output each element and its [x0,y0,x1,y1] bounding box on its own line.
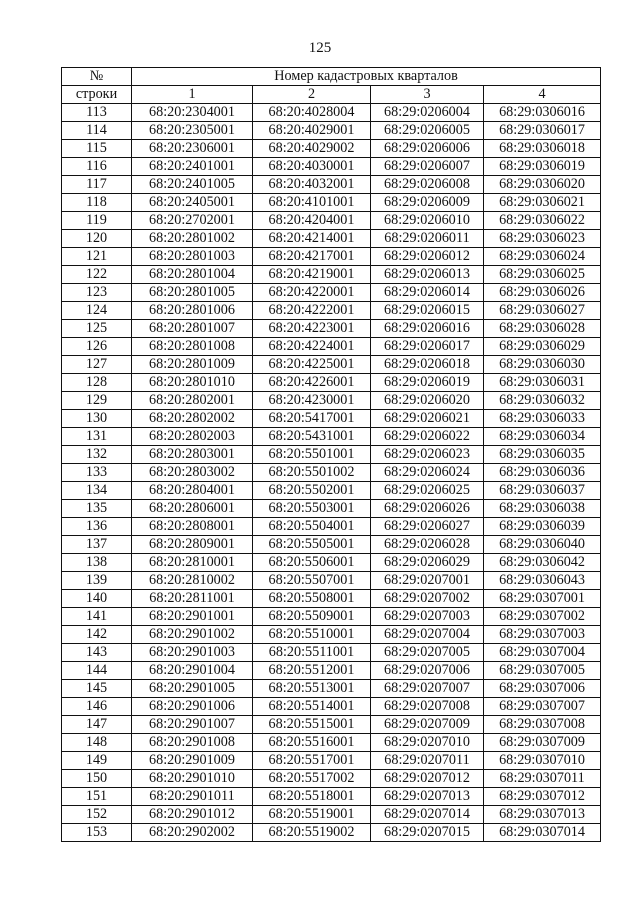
quarter-cell-col2: 68:20:5513001 [253,680,371,698]
quarter-cell-col4: 68:29:0307008 [484,716,601,734]
table-row [62,608,601,626]
quarter-cell-col4: 68:29:0307011 [484,770,601,788]
quarter-cell-col2: 68:20:4223001 [253,320,371,338]
row-number-cell: 129 [62,392,132,410]
row-number-cell: 131 [62,428,132,446]
table-row [62,392,601,410]
row-number-cell: 126 [62,338,132,356]
quarter-cell-col4: 68:29:0306021 [484,194,601,212]
quarter-cell-col3: 68:29:0206006 [371,140,484,158]
row-number-cell: 130 [62,410,132,428]
quarter-cell-col2: 68:20:5431001 [253,428,371,446]
quarter-cell-col1: 68:20:2901008 [132,734,253,752]
quarter-cell-col4: 68:29:0307013 [484,806,601,824]
quarter-cell-col4: 68:29:0307001 [484,590,601,608]
row-number-cell: 123 [62,284,132,302]
table-row [62,122,601,140]
quarter-cell-col3: 68:29:0206017 [371,338,484,356]
quarter-cell-col2: 68:20:4217001 [253,248,371,266]
quarter-cell-col1: 68:20:2801010 [132,374,253,392]
quarter-cell-col2: 68:20:5506001 [253,554,371,572]
quarter-cell-col2: 68:20:5417001 [253,410,371,428]
quarter-cell-col3: 68:29:0206014 [371,284,484,302]
table-row [62,806,601,824]
quarter-cell-col2: 68:20:5502001 [253,482,371,500]
quarter-cell-col1: 68:20:2802002 [132,410,253,428]
table-row [62,338,601,356]
quarter-cell-col2: 68:20:5504001 [253,518,371,536]
quarter-cell-col3: 68:29:0206016 [371,320,484,338]
table-row [62,698,601,716]
quarter-cell-col4: 68:29:0306035 [484,446,601,464]
table-row [62,230,601,248]
row-number-cell: 119 [62,212,132,230]
quarter-cell-col4: 68:29:0307004 [484,644,601,662]
table-row [62,644,601,662]
quarter-cell-col1: 68:20:2901002 [132,626,253,644]
quarter-cell-col1: 68:20:2901003 [132,644,253,662]
table-body [62,104,601,842]
quarter-cell-col4: 68:29:0306037 [484,482,601,500]
table-row [62,482,601,500]
quarter-cell-col4: 68:29:0307010 [484,752,601,770]
table-header [62,68,601,104]
quarter-cell-col4: 68:29:0306033 [484,410,601,428]
quarter-cell-col3: 68:29:0207013 [371,788,484,806]
table-row [62,158,601,176]
quarter-cell-col3: 68:29:0206010 [371,212,484,230]
quarter-cell-col1: 68:20:2901007 [132,716,253,734]
table-row [62,536,601,554]
quarter-cell-col1: 68:20:2401005 [132,176,253,194]
quarter-cell-col1: 68:20:2305001 [132,122,253,140]
row-number-cell: 133 [62,464,132,482]
quarter-cell-col1: 68:20:2808001 [132,518,253,536]
quarter-cell-col2: 68:20:5507001 [253,572,371,590]
table-row [62,140,601,158]
quarter-cell-col2: 68:20:5519002 [253,824,371,842]
table-row [62,590,601,608]
quarter-cell-col4: 68:29:0307007 [484,698,601,716]
table-row [62,572,601,590]
table-row [62,518,601,536]
quarter-cell-col1: 68:20:2803002 [132,464,253,482]
quarter-cell-col3: 68:29:0207004 [371,626,484,644]
quarter-cell-col4: 68:29:0306018 [484,140,601,158]
quarter-cell-col4: 68:29:0306042 [484,554,601,572]
quarter-cell-col2: 68:20:5508001 [253,590,371,608]
quarter-cell-col2: 68:20:5515001 [253,716,371,734]
quarter-cell-col2: 68:20:5501001 [253,446,371,464]
quarter-cell-col3: 68:29:0207006 [371,662,484,680]
quarter-cell-col3: 68:29:0206005 [371,122,484,140]
quarter-cell-col3: 68:29:0206023 [371,446,484,464]
quarter-cell-col4: 68:29:0307009 [484,734,601,752]
quarter-cell-col4: 68:29:0306023 [484,230,601,248]
table-row [62,266,601,284]
quarter-cell-col3: 68:29:0206026 [371,500,484,518]
quarter-cell-col3: 68:29:0206007 [371,158,484,176]
row-number-cell: 132 [62,446,132,464]
row-number-cell: 145 [62,680,132,698]
quarter-cell-col2: 68:20:5519001 [253,806,371,824]
quarter-cell-col4: 68:29:0306029 [484,338,601,356]
quarter-cell-col1: 68:20:2901010 [132,770,253,788]
row-number-cell: 152 [62,806,132,824]
row-number-cell: 120 [62,230,132,248]
row-number-cell: 151 [62,788,132,806]
row-number-cell: 135 [62,500,132,518]
row-number-cell: 141 [62,608,132,626]
quarter-cell-col2: 68:20:4028004 [253,104,371,122]
quarter-cell-col4: 68:29:0306019 [484,158,601,176]
quarter-cell-col1: 68:20:2901009 [132,752,253,770]
quarter-cell-col1: 68:20:2802001 [132,392,253,410]
row-number-cell: 122 [62,266,132,284]
quarter-cell-col2: 68:20:4225001 [253,356,371,374]
row-number-cell: 136 [62,518,132,536]
quarter-cell-col3: 68:29:0206011 [371,230,484,248]
quarter-cell-col3: 68:29:0206004 [371,104,484,122]
quarter-cell-col4: 68:29:0306017 [484,122,601,140]
quarter-cell-col3: 68:29:0206009 [371,194,484,212]
quarter-cell-col3: 68:29:0207003 [371,608,484,626]
row-number-cell: 115 [62,140,132,158]
quarter-cell-col3: 68:29:0206022 [371,428,484,446]
quarter-cell-col4: 68:29:0307005 [484,662,601,680]
row-number-cell: 150 [62,770,132,788]
quarter-cell-col1: 68:20:2901004 [132,662,253,680]
row-number-cell: 144 [62,662,132,680]
quarter-cell-col4: 68:29:0307006 [484,680,601,698]
quarter-cell-col4: 68:29:0306027 [484,302,601,320]
table-row [62,356,601,374]
row-number-cell: 116 [62,158,132,176]
quarter-cell-col4: 68:29:0306016 [484,104,601,122]
quarter-cell-col3: 68:29:0206021 [371,410,484,428]
table-row [62,302,601,320]
quarter-cell-col4: 68:29:0307014 [484,824,601,842]
quarter-cell-col2: 68:20:5505001 [253,536,371,554]
quarter-cell-col3: 68:29:0207002 [371,590,484,608]
quarter-cell-col1: 68:20:2901005 [132,680,253,698]
quarter-cell-col2: 68:20:4029001 [253,122,371,140]
quarters-group-header: Номер кадастровых кварталов [132,68,601,86]
quarter-cell-col3: 68:29:0206020 [371,392,484,410]
quarter-cell-col3: 68:29:0207011 [371,752,484,770]
quarter-cell-col1: 68:20:2801009 [132,356,253,374]
row-number-cell: 118 [62,194,132,212]
cadastral-quarters-table [61,67,601,842]
quarter-cell-col1: 68:20:2702001 [132,212,253,230]
quarter-cell-col1: 68:20:2306001 [132,140,253,158]
quarter-cell-col4: 68:29:0306034 [484,428,601,446]
quarter-cell-col2: 68:20:5517001 [253,752,371,770]
quarter-cell-col3: 68:29:0207009 [371,716,484,734]
quarter-cell-col4: 68:29:0306020 [484,176,601,194]
row-number-cell: 149 [62,752,132,770]
quarter-cell-col1: 68:20:2405001 [132,194,253,212]
row-number-cell: 146 [62,698,132,716]
table-row [62,428,601,446]
row-number-cell: 127 [62,356,132,374]
quarter-cell-col2: 68:20:4214001 [253,230,371,248]
quarter-cell-col1: 68:20:2801008 [132,338,253,356]
quarter-cell-col3: 68:29:0207001 [371,572,484,590]
quarter-cell-col3: 68:29:0206008 [371,176,484,194]
quarter-cell-col3: 68:29:0207014 [371,806,484,824]
quarter-cell-col4: 68:29:0306030 [484,356,601,374]
quarter-cell-col2: 68:20:5514001 [253,698,371,716]
quarter-cell-col2: 68:20:5509001 [253,608,371,626]
quarter-cell-col1: 68:20:2901006 [132,698,253,716]
table-row [62,284,601,302]
table-row [62,680,601,698]
table-row [62,410,601,428]
quarter-cell-col1: 68:20:2802003 [132,428,253,446]
quarter-cell-col1: 68:20:2901012 [132,806,253,824]
quarter-cell-col1: 68:20:2806001 [132,500,253,518]
table-row [62,446,601,464]
quarter-cell-col2: 68:20:5510001 [253,626,371,644]
row-number-cell: 128 [62,374,132,392]
quarter-cell-col4: 68:29:0307012 [484,788,601,806]
quarter-cell-col4: 68:29:0306025 [484,266,601,284]
quarter-cell-col4: 68:29:0306022 [484,212,601,230]
column-number-header: 3 [371,86,484,104]
quarter-cell-col3: 68:29:0207007 [371,680,484,698]
quarter-cell-col1: 68:20:2809001 [132,536,253,554]
quarter-cell-col1: 68:20:2401001 [132,158,253,176]
table-row [62,662,601,680]
quarter-cell-col2: 68:20:4226001 [253,374,371,392]
quarter-cell-col1: 68:20:2304001 [132,104,253,122]
quarter-cell-col3: 68:29:0206027 [371,518,484,536]
table-row [62,770,601,788]
quarter-cell-col1: 68:20:2810001 [132,554,253,572]
quarter-cell-col2: 68:20:4222001 [253,302,371,320]
column-number-header: 1 [132,86,253,104]
quarter-cell-col4: 68:29:0306043 [484,572,601,590]
page-number: 125 [308,40,332,56]
row-number-cell: 124 [62,302,132,320]
quarter-cell-col2: 68:20:5511001 [253,644,371,662]
quarter-cell-col2: 68:20:5503001 [253,500,371,518]
quarter-cell-col2: 68:20:4219001 [253,266,371,284]
row-number-header-top: № [62,68,132,86]
row-number-cell: 139 [62,572,132,590]
row-number-cell: 143 [62,644,132,662]
column-number-header: 2 [253,86,371,104]
table-row [62,500,601,518]
quarter-cell-col2: 68:20:5516001 [253,734,371,752]
row-number-cell: 153 [62,824,132,842]
quarter-cell-col3: 68:29:0207010 [371,734,484,752]
table-row [62,554,601,572]
quarter-cell-col3: 68:29:0206029 [371,554,484,572]
row-number-cell: 117 [62,176,132,194]
table-row [62,734,601,752]
row-number-cell: 142 [62,626,132,644]
row-number-cell: 138 [62,554,132,572]
quarter-cell-col3: 68:29:0206025 [371,482,484,500]
quarter-cell-col2: 68:20:5512001 [253,662,371,680]
row-number-cell: 137 [62,536,132,554]
quarter-cell-col1: 68:20:2801007 [132,320,253,338]
quarter-cell-col3: 68:29:0206015 [371,302,484,320]
quarter-cell-col3: 68:29:0206013 [371,266,484,284]
header-row-top [62,68,601,86]
quarter-cell-col3: 68:29:0206012 [371,248,484,266]
quarter-cell-col2: 68:20:4230001 [253,392,371,410]
quarter-cell-col2: 68:20:4029002 [253,140,371,158]
quarter-cell-col1: 68:20:2801002 [132,230,253,248]
quarter-cell-col2: 68:20:5518001 [253,788,371,806]
quarter-cell-col2: 68:20:4224001 [253,338,371,356]
table-row [62,320,601,338]
quarter-cell-col1: 68:20:2810002 [132,572,253,590]
quarter-cell-col1: 68:20:2804001 [132,482,253,500]
quarter-cell-col2: 68:20:5517002 [253,770,371,788]
row-number-header-bottom: строки [62,86,132,104]
quarter-cell-col3: 68:29:0206018 [371,356,484,374]
table-row [62,374,601,392]
quarter-cell-col1: 68:20:2801003 [132,248,253,266]
quarter-cell-col4: 68:29:0306031 [484,374,601,392]
quarter-cell-col4: 68:29:0306036 [484,464,601,482]
quarter-cell-col4: 68:29:0306040 [484,536,601,554]
quarter-cell-col3: 68:29:0206028 [371,536,484,554]
quarter-cell-col3: 68:29:0207012 [371,770,484,788]
quarter-cell-col4: 68:29:0306039 [484,518,601,536]
quarter-cell-col1: 68:20:2811001 [132,590,253,608]
quarter-cell-col2: 68:20:5501002 [253,464,371,482]
quarter-cell-col2: 68:20:4101001 [253,194,371,212]
quarter-cell-col2: 68:20:4220001 [253,284,371,302]
quarter-cell-col1: 68:20:2801006 [132,302,253,320]
table-row [62,716,601,734]
row-number-cell: 113 [62,104,132,122]
quarter-cell-col1: 68:20:2902002 [132,824,253,842]
quarter-cell-col3: 68:29:0207008 [371,698,484,716]
table-row [62,104,601,122]
quarter-cell-col1: 68:20:2801004 [132,266,253,284]
quarter-cell-col2: 68:20:4030001 [253,158,371,176]
column-number-header: 4 [484,86,601,104]
quarter-cell-col4: 68:29:0306026 [484,284,601,302]
quarter-cell-col2: 68:20:4032001 [253,176,371,194]
quarter-cell-col1: 68:20:2801005 [132,284,253,302]
table-row [62,788,601,806]
header-row-bottom [62,86,601,104]
table-row [62,824,601,842]
row-number-cell: 121 [62,248,132,266]
row-number-cell: 134 [62,482,132,500]
quarter-cell-col4: 68:29:0306024 [484,248,601,266]
quarter-cell-col4: 68:29:0306028 [484,320,601,338]
quarter-cell-col1: 68:20:2803001 [132,446,253,464]
quarter-cell-col3: 68:29:0206019 [371,374,484,392]
table-row [62,626,601,644]
table-row [62,248,601,266]
quarter-cell-col1: 68:20:2901001 [132,608,253,626]
table-row [62,176,601,194]
quarter-cell-col4: 68:29:0307002 [484,608,601,626]
quarter-cell-col2: 68:20:4204001 [253,212,371,230]
quarter-cell-col4: 68:29:0306032 [484,392,601,410]
table-row [62,194,601,212]
table-row [62,464,601,482]
table-row [62,212,601,230]
row-number-cell: 114 [62,122,132,140]
quarter-cell-col3: 68:29:0207015 [371,824,484,842]
row-number-cell: 147 [62,716,132,734]
quarter-cell-col1: 68:20:2901011 [132,788,253,806]
row-number-cell: 125 [62,320,132,338]
quarter-cell-col3: 68:29:0207005 [371,644,484,662]
row-number-cell: 140 [62,590,132,608]
table-row [62,752,601,770]
quarter-cell-col3: 68:29:0206024 [371,464,484,482]
quarter-cell-col4: 68:29:0306038 [484,500,601,518]
quarter-cell-col4: 68:29:0307003 [484,626,601,644]
row-number-cell: 148 [62,734,132,752]
